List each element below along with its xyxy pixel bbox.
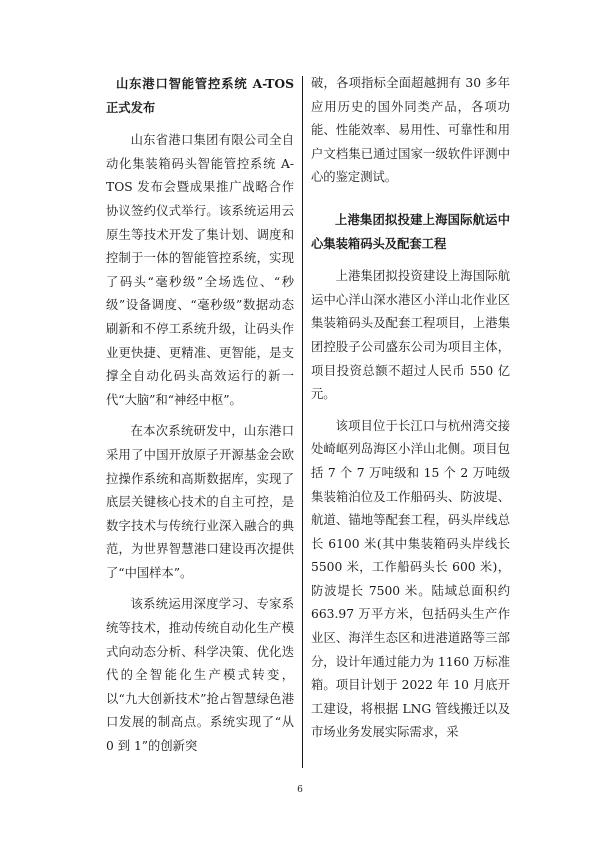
body-paragraph: 山东省港口集团有限公司全自动化集装箱码头智能管控系统 A-TOS 发布会暨成果推广战略合作协议签约仪式举行。该系统运用云原生等技术开发了集计划、调度和控制于一体的智能管控系统，实现了码头“毫秒级”全场选位、“秒级”设备调度、“毫秒级”数据动态刷新和不停工系统升级，让码头作业更快捷、更精准、更智能，是支撑全自动化码头高效运行的新一代“大脑”和“神经中枢”。: [106, 133, 294, 407]
left-column: [106, 72, 294, 767]
article-heading-sipg: 上港集团拟投建上海国际航运中心集装箱码头及配套工程: [311, 211, 510, 251]
body-paragraph: 上港集团拟投资建设上海国际航运中心洋山深水港区小洋山北作业区集装箱码头及配套工程项目，上港集团控股子公司盛东公司为项目主体，项目投资总额不超过人民币 550 亿元。: [311, 269, 510, 402]
right-column: [311, 72, 510, 753]
continued-paragraph: 破，各项指标全面超越拥有 30 多年应用历史的国外同类产品，各项功能、性能效率、易用性、可靠性和用户文档集已通过国家一级软件评测中心的鉴定测试。: [311, 76, 510, 185]
article-heading-a-tos: 山东港口智能管控系统 A-TOS 正式发布: [106, 76, 294, 115]
body-paragraph: 该系统运用深度学习、专家系统等技术，推动传统自动化生产模式向动态分析、科学决策、优化迭代的全智能化生产模式转变，以“九大创新技术”抢占智慧绿色港口发展的制高点。系统实现了“从 0 到 1”的创新突: [106, 597, 294, 754]
column-divider: [302, 76, 303, 768]
body-paragraph: 该项目位于长江口与杭州湾交接处崎岖列岛海区小洋山北侧。项目包括 7 个 7 万吨级和 15 个 2 万吨级集装箱泊位及工作船码头、防波堤、航道、锚地等配套工程，码头岸线总长 6100 米(其中集装箱码头岸线长 5500 米，工作船码头长 600 米)，防波堤长 7500 米。陆域总面积约 663.97 万平方米，包括码头生产作业区、海洋生态区和进港道路等三部分，设计年通过能力为 1160 万标准箱。项目计划于 2022 年 10 月底开工建设，将根据 LNG 管线搬迁以及市场业务发展实际需求，采: [311, 418, 510, 740]
page-number: 6: [297, 785, 303, 795]
body-paragraph: 在本次系统研发中，山东港口采用了中国开放原子开源基金会欧拉操作系统和高斯数据库，实现了底层关键核心技术的自主可控，是数字技术与传统行业深入融合的典范，为世界智慧港口建设再次提供了“中国样本”。: [106, 424, 294, 580]
